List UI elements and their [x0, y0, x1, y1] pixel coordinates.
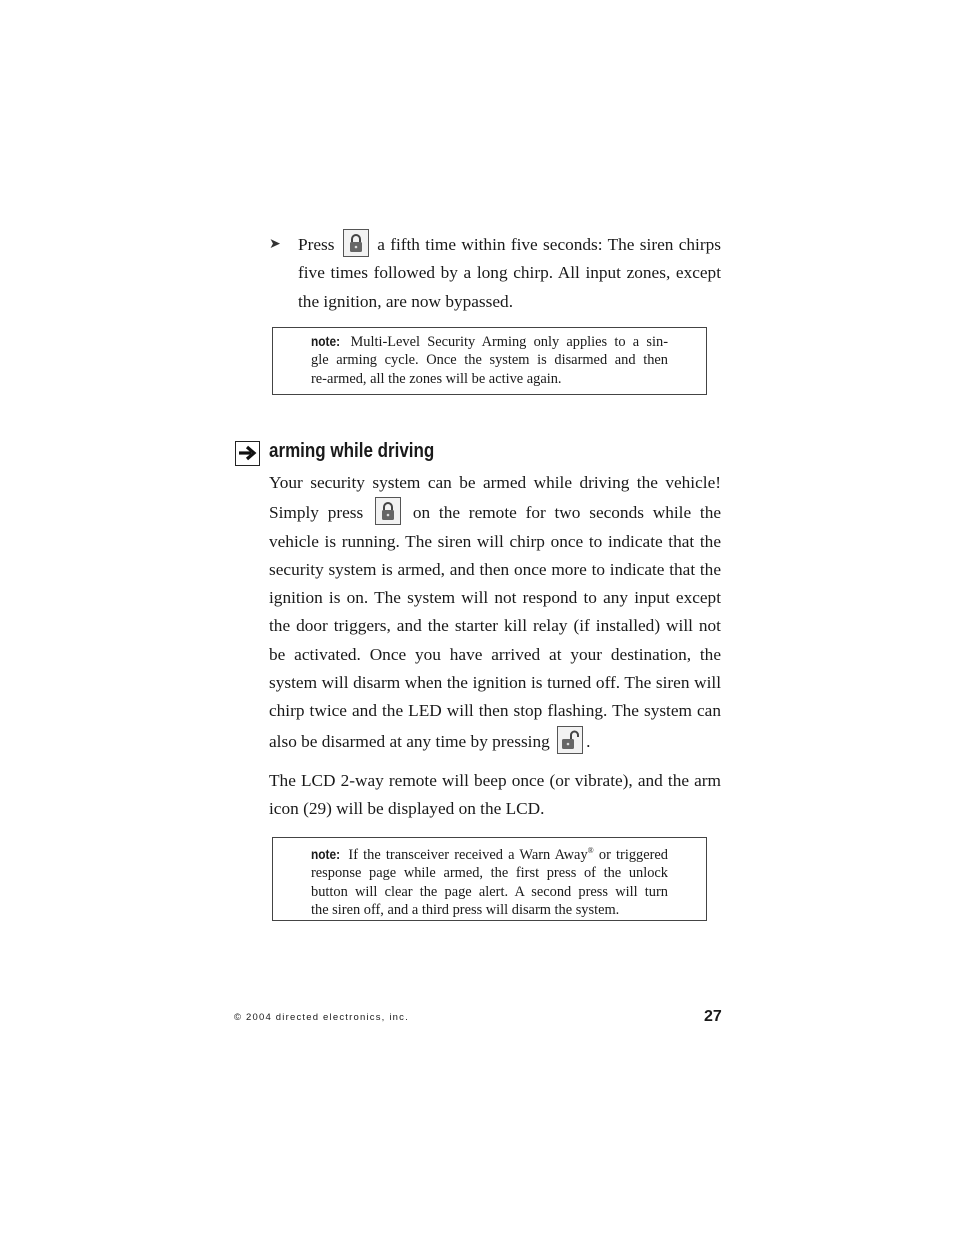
bullet-marker: ➤ — [269, 236, 281, 252]
body-line: be activated. Once you have arrived at your destination, the — [269, 644, 721, 664]
bullet-line-3: the ignition, are now bypassed. — [298, 291, 514, 311]
bullet-line-1: Press a fifth time within five seconds: The siren chirps — [298, 229, 721, 259]
body-paragraph-2 — [269, 767, 721, 824]
body-line: The LCD 2-way remote will beep once (or vibrate), and the arm — [269, 771, 721, 790]
unlock-icon — [557, 726, 583, 754]
body-line: system will disarm when the ignition is turned off. The siren will — [269, 673, 721, 693]
body-paragraph-1 — [269, 469, 721, 756]
body-line: chirp twice and the LED will then stop flashing. The system can — [269, 701, 721, 721]
note-1-text — [311, 332, 668, 388]
note-label: note: — [311, 333, 341, 349]
note-box-2 — [272, 837, 707, 921]
lock-icon — [343, 229, 369, 257]
copyright-footer: © 2004 directed electronics, inc. — [234, 1012, 409, 1023]
right-arrow-icon — [235, 441, 260, 466]
note-box-1 — [272, 327, 707, 395]
body-line: ignition is on. The system will not respond to any input except — [269, 588, 721, 608]
note-2-text — [311, 842, 668, 919]
body-line: Your security system can be armed while driving the vehicle! — [269, 473, 721, 492]
note-2-line-3: button will clear the page alert. A second press will turn — [311, 883, 668, 900]
bullet-paragraph — [298, 229, 721, 316]
lock-icon — [375, 497, 401, 525]
note-1-line-1: note: Multi-Level Security Arming only applies to a sin- — [311, 333, 668, 350]
note-2-line-1: note: If the transceiver received a Warn Away® or triggered — [311, 845, 668, 863]
note-1-line-3: re-armed, all the zones will be active again. — [311, 370, 562, 387]
body-line: the door triggers, and the starter kill relay (if installed) will not — [269, 616, 721, 636]
note-2-line-4: the siren off, and a third press will disarm the system. — [311, 902, 620, 919]
note-label: note: — [311, 845, 341, 862]
registered-mark: ® — [587, 846, 594, 855]
note-2-line-2: response page while armed, the first press of the unlock — [311, 865, 668, 882]
body-line: icon (29) will be displayed on the LCD. — [269, 799, 545, 819]
body-line: Simply press on the remote for two seconds while the — [269, 497, 721, 527]
body-line: vehicle is running. The siren will chirp once to indicate that the — [269, 531, 721, 551]
body-line: also be disarmed at any time by pressing . — [269, 726, 721, 756]
section-heading: arming while driving — [269, 440, 435, 462]
page-number: 27 — [704, 1008, 722, 1025]
body-line: security system is armed, and then once more to indicate that the — [269, 559, 721, 579]
note-1-line-2: gle arming cycle. Once the system is disarmed and then — [311, 352, 668, 369]
bullet-line-2: five times followed by a long chirp. All input zones, except — [298, 263, 721, 283]
